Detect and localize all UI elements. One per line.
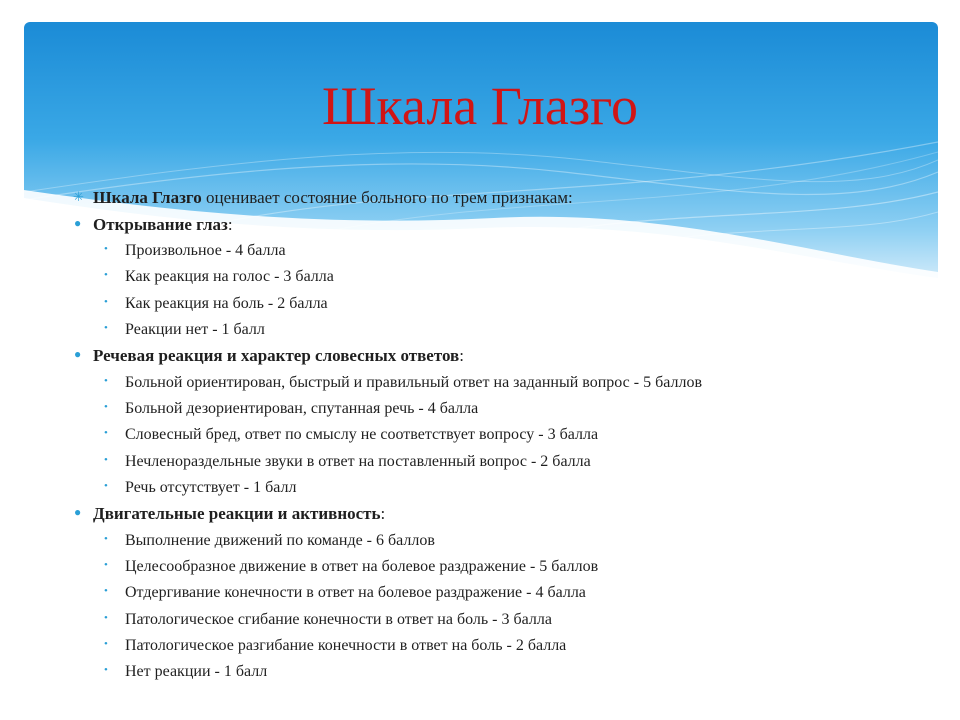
bullet-dot-icon: • [104,453,108,466]
bullet-dot-icon: • [104,321,108,334]
list-item [74,580,934,606]
bullet-dot-icon: ● [74,215,82,230]
list-item-text: Реакции нет - 1 балл [125,320,265,338]
list-item [74,370,934,396]
list-item-text: Патологическое разгибание конечности в ответ на боль - 2 балла [125,636,567,654]
section-heading [74,343,934,370]
list-item-text: Больной дезориентирован, спутанная речь - 4 балла [125,399,479,417]
list-item-text: Выполнение движений по команде - 6 баллов [125,531,435,549]
list-item-text: Целесообразное движение в ответ на болевое раздражение - 5 баллов [125,557,599,575]
intro-item [74,185,934,212]
list-item-text: Как реакция на боль - 2 балла [125,294,328,312]
list-item [74,528,934,554]
list-item [74,264,934,290]
list-item [74,607,934,633]
list-item-text: Нет реакции - 1 балл [125,663,268,681]
bullet-dot-icon: • [104,295,108,308]
bullet-dot-icon: • [104,664,108,677]
section-heading [74,501,934,528]
section-heading-suffix: : [380,504,386,524]
bullet-dot-icon: • [104,400,108,413]
bullet-dot-icon: ● [74,505,82,520]
list-item [74,449,934,475]
bullet-dot-icon: ● [74,347,82,362]
section-heading-text: Речевая реакция и характер словесных ответов [93,346,460,366]
section-heading-suffix: : [227,214,233,234]
intro-text: оценивает состояние больного по трем признакам: [201,188,573,207]
section-heading [74,212,934,239]
bullet-dot-icon: • [104,269,108,282]
list-item [74,633,934,659]
list-item-text: Речь отсутствует - 1 балл [125,478,297,496]
list-item-text: Словесный бред, ответ по смыслу не соответствует вопросу - 3 балла [125,426,599,444]
list-item-text: Больной ориентирован, быстрый и правильный ответ на заданный вопрос - 5 баллов [125,373,703,391]
bullet-dot-icon: • [104,243,108,255]
list-item-text: Как реакция на голос - 3 балла [125,268,334,286]
bullet-dot-icon: • [104,532,108,545]
list-item-text: Патологическое сгибание конечности в ответ на боль - 3 балла [125,610,552,628]
bullet-dot-icon: • [104,585,108,598]
bullet-dot-icon: • [104,611,108,624]
list-item [74,396,934,422]
list-item [74,422,934,448]
list-item [74,475,934,501]
slide-content [74,185,934,685]
intro-bold: Шкала Глазго [93,188,202,207]
list-item [74,659,934,685]
list-item-text: Нечленораздельные звуки в ответ на поставленный вопрос - 2 балла [125,452,591,470]
bullet-dot-icon: • [104,427,108,440]
bullet-dot-icon: • [104,374,108,387]
section-heading-suffix: : [459,346,464,366]
list-item-text: Отдергивание конечности в ответ на болевое раздражение - 4 балла [125,584,586,602]
section-heading-text: Двигательные реакции и активность [93,504,381,524]
bullet-star-icon: ✳ [73,189,84,204]
bullet-dot-icon: • [104,637,108,650]
list-item [74,291,934,317]
slide-title: Шкала Глазго [322,76,638,136]
bullet-dot-icon: • [104,479,108,492]
section-heading-text: Открывание глаз [93,214,228,234]
list-item [74,554,934,580]
list-item-text: Произвольное - 4 балла [125,242,286,259]
list-item [74,238,934,264]
list-item [74,317,934,343]
bullet-dot-icon: • [104,558,108,571]
